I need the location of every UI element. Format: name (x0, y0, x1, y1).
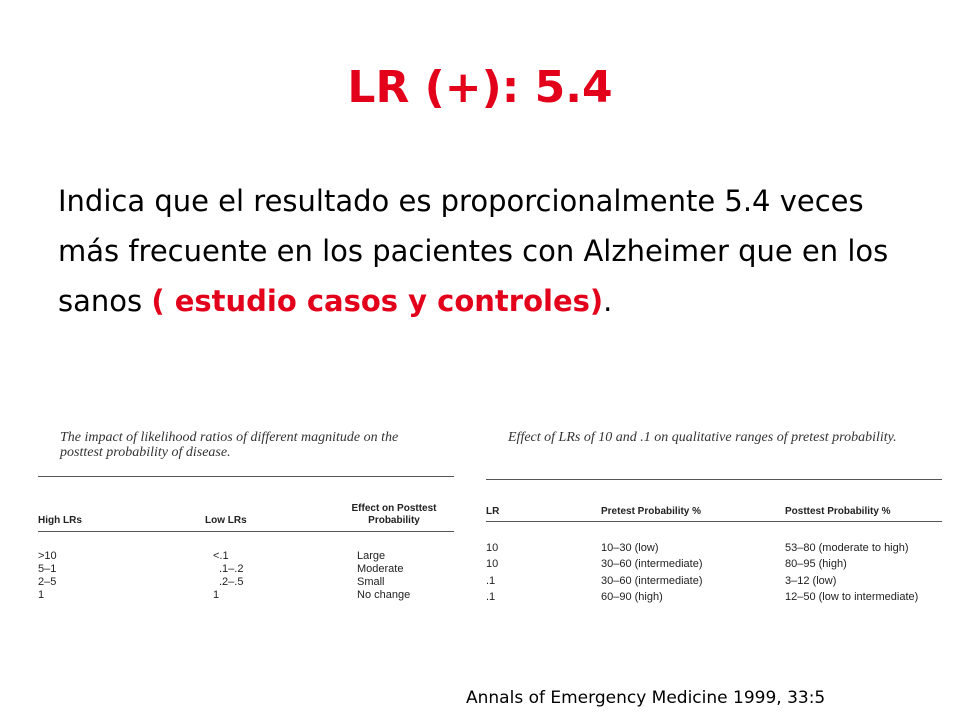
lr-effect-table (486, 428, 942, 618)
table2-cell: 10 (486, 542, 499, 554)
body-text-plain: Indica que el resultado es proporcionalmente 5.4 veces más frecuente en los pacientes con Alzheimer que en los sanos (58, 184, 889, 318)
table1-cell: .1–.2 (219, 563, 244, 575)
table1-header-rule (38, 531, 454, 532)
table1-cell: Small (357, 576, 385, 588)
body-text-highlight: ( estudio casos y controles) (151, 284, 604, 318)
table1-cell: >10 (38, 550, 57, 562)
slide-title: LR (+): 5.4 (347, 62, 613, 113)
table2-top-rule (486, 479, 942, 480)
table1-cell: Large (357, 550, 386, 562)
table1-cell: <.1 (213, 550, 229, 562)
table1-header-low: Low LRs (205, 515, 247, 526)
table2-cell: 10 (486, 558, 499, 570)
table2-cell: .1 (486, 575, 496, 587)
table2-cell: 30–60 (intermediate) (601, 558, 703, 570)
table1-header-effect-2: Probability (368, 515, 420, 526)
table1-cell: 2–5 (38, 576, 57, 588)
table1-cell: 5–1 (38, 563, 57, 575)
citation: Annals of Emergency Medicine 1999, 33:5 (466, 688, 826, 708)
table1-cell: 1 (38, 589, 45, 601)
table2-header-lr: LR (486, 506, 500, 517)
table2-cell: 10–30 (low) (601, 542, 659, 554)
table2-header-posttest: Posttest Probability % (785, 506, 891, 517)
table2-caption: Effect of LRs of 10 and .1 on qualitative ranges of pretest probability. (508, 430, 897, 445)
table1-caption: The impact of likelihood ratios of different magnitude on the posttest probability of disease. (60, 430, 399, 460)
table1-header-effect-1: Effect on Posttest (351, 503, 437, 514)
table2-cell: 3–12 (low) (785, 575, 837, 587)
table1-cell: Moderate (357, 563, 404, 575)
table2-cell: 30–60 (intermediate) (601, 575, 703, 587)
lr-impact-table (38, 428, 454, 618)
body-paragraph (58, 176, 918, 326)
table2-cell: .1 (486, 591, 496, 603)
table1-top-rule (38, 476, 454, 477)
body-text-end: . (603, 284, 613, 318)
table2-cell: 80–95 (high) (785, 558, 847, 570)
table2-cell: 53–80 (moderate to high) (785, 542, 909, 554)
table2-header-rule (486, 521, 942, 522)
table1-cell: No change (357, 589, 411, 601)
table2-header-pretest: Pretest Probability % (601, 506, 702, 517)
table2-cell: 12–50 (low to intermediate) (785, 591, 919, 603)
table2-cell: 60–90 (high) (601, 591, 663, 603)
table1-cell: .2–.5 (219, 576, 244, 588)
table1-header-high: High LRs (38, 515, 82, 526)
table1-cell: 1 (213, 589, 220, 601)
